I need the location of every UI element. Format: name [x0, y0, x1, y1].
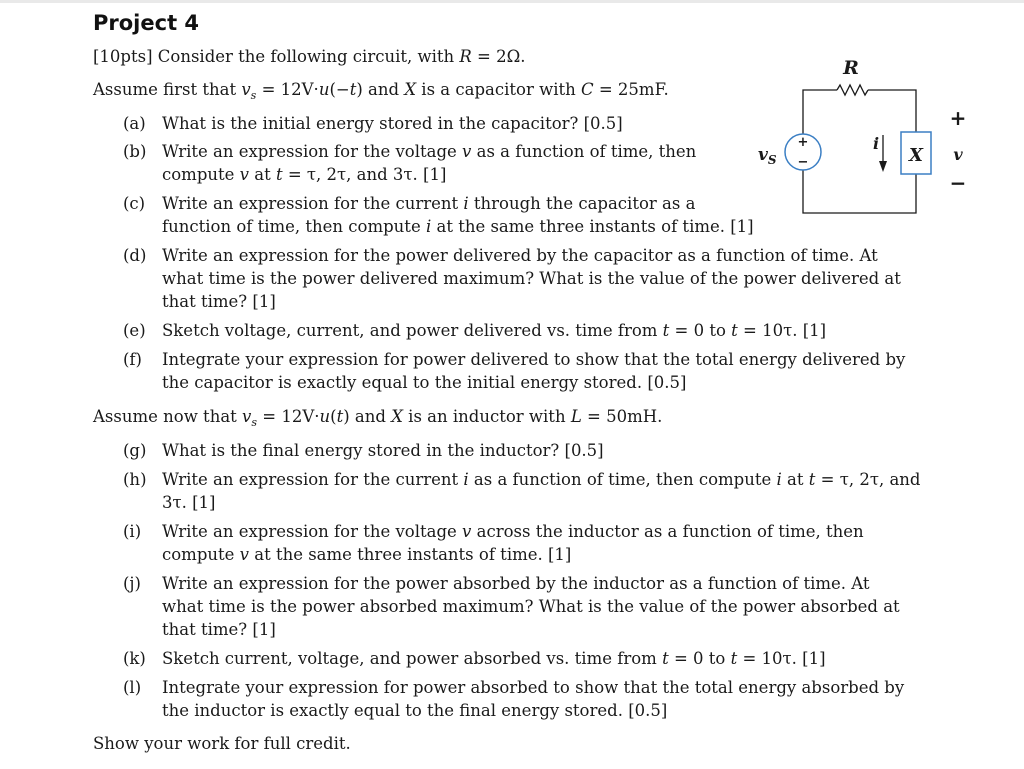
item-i-label: (i): [123, 522, 142, 541]
item-a-text: What is the initial energy stored in the capacitor? [0.5]: [162, 114, 623, 133]
voltage-v-label: v: [953, 145, 963, 164]
item-g-label: (g): [123, 441, 147, 460]
item-e-label: (e): [123, 321, 146, 340]
item-f-label: (f): [123, 350, 142, 369]
wire-top-right: [868, 90, 916, 132]
resistor-symbol: [837, 85, 868, 95]
source-plus: +: [797, 135, 809, 150]
item-k-label: (k): [123, 649, 146, 668]
item-l-text-1: Integrate your expression for power absorbed to show that the total energy absorbed by: [162, 678, 905, 697]
source-minus: −: [797, 155, 809, 170]
assume-capacitor-line: Assume first that $v_s = 12V\cdot u(-t)$ and X is a capacitor with C = 25mF.: [93, 80, 669, 102]
item-b-text-1: Write an expression for the voltage v as a function of time, then: [162, 142, 697, 161]
source-label: $v_S$: [758, 145, 777, 167]
item-k-text: Sketch current, voltage, and power absorbed vs. time from t = 0 to t = 10τ. [1]: [162, 649, 826, 668]
item-c-text-1: Write an expression for the current i through the capacitor as a: [162, 194, 696, 213]
item-c-label: (c): [123, 194, 146, 213]
item-h-text-1: Write an expression for the current i as a function of time, then compute i at t = τ, 2τ, and: [162, 470, 921, 489]
item-l-text-2: the inductor is exactly equal to the final energy stored. [0.5]: [162, 701, 668, 720]
item-f-text-1: Integrate your expression for power delivered to show that the total energy delivered by: [162, 350, 906, 369]
assume-inductor-line: Assume now that $v_s = 12V\cdot u(t)$ and X is an inductor with L = 50mH.: [93, 407, 663, 429]
item-f-text-2: the capacitor is exactly equal to the initial energy stored. [0.5]: [162, 373, 687, 392]
item-c-text-2: function of time, then compute i at the same three instants of time. [1]: [162, 217, 754, 236]
item-j-label: (j): [123, 574, 141, 593]
item-b-text-2: compute v at t = τ, 2τ, and 3τ. [1]: [162, 165, 447, 184]
polarity-minus: −: [949, 171, 967, 195]
item-l-label: (l): [123, 678, 142, 697]
closing-line: Show your work for full credit.: [93, 734, 351, 753]
wire-top-left: [803, 90, 837, 134]
resistor-label: R: [843, 57, 859, 79]
intro-line: [10pts] Consider the following circuit, with R = 2Ω.: [93, 47, 526, 66]
wire-bottom: [803, 170, 916, 213]
current-label: i: [873, 134, 880, 153]
item-d-text-2: what time is the power delivered maximum? What is the value of the power delivered at: [162, 269, 901, 288]
item-g-text: What is the final energy stored in the inductor? [0.5]: [162, 441, 604, 460]
element-x-label: X: [909, 145, 923, 166]
item-i-text-2: compute v at the same three instants of time. [1]: [162, 545, 572, 564]
item-j-text-2: what time is the power absorbed maximum? What is the value of the power absorbed at: [162, 597, 900, 616]
top-rule: [0, 0, 1024, 3]
circuit-diagram: [720, 40, 980, 250]
item-e-text: Sketch voltage, current, and power delivered vs. time from t = 0 to t = 10τ. [1]: [162, 321, 827, 340]
item-j-text-3: that time? [1]: [162, 620, 276, 639]
current-arrow-icon: [879, 161, 887, 172]
item-d-text-3: that time? [1]: [162, 292, 276, 311]
item-i-text-1: Write an expression for the voltage v across the inductor as a function of time, then: [162, 522, 864, 541]
item-h-label: (h): [123, 470, 147, 489]
page-title: Project 4: [93, 11, 200, 35]
item-h-text-2: 3τ. [1]: [162, 493, 216, 512]
item-d-label: (d): [123, 246, 147, 265]
item-d-text-1: Write an expression for the power delivered by the capacitor as a function of time. At: [162, 246, 878, 265]
item-b-label: (b): [123, 142, 147, 161]
polarity-plus: +: [949, 106, 967, 130]
item-j-text-1: Write an expression for the power absorbed by the inductor as a function of time. At: [162, 574, 870, 593]
item-a-label: (a): [123, 114, 146, 133]
